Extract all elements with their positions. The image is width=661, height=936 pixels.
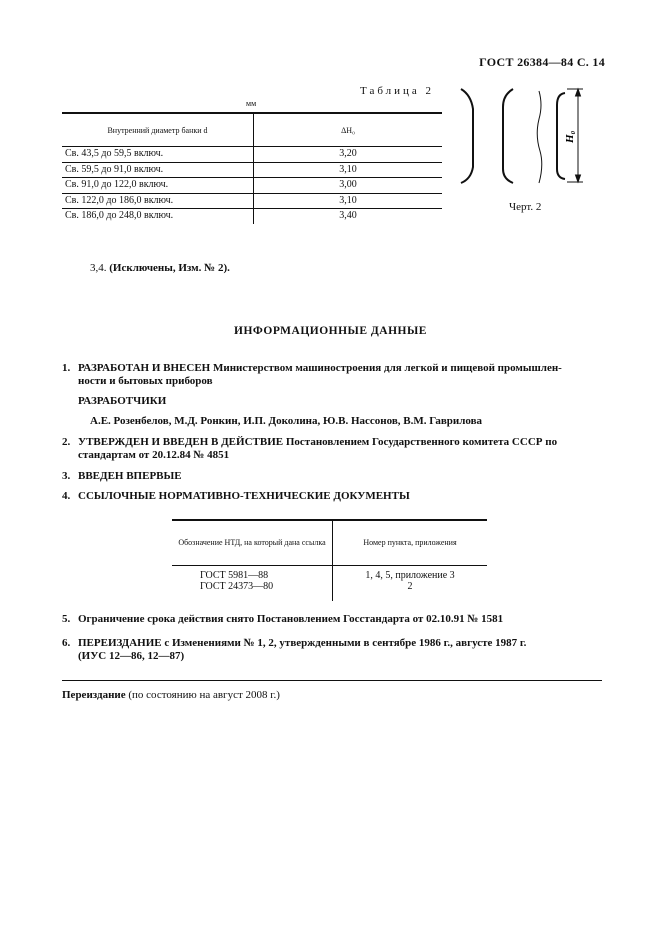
info-item-4 <box>62 490 600 503</box>
reissue-note <box>62 689 280 701</box>
ntd-col-ref-header: Номер пункта, приложения <box>333 520 488 566</box>
info-item-3 <box>62 470 600 483</box>
item-text: Министерством машиностроения для легкой и пищевой промышлен- <box>212 362 562 374</box>
range-cell: Св. 43,5 до 59,5 включ. <box>62 147 254 163</box>
value-cell: 3,20 <box>254 147 443 163</box>
item-text: ССЫЛОЧНЫЕ НОРМАТИВНО-ТЕХНИЧЕСКИЕ ДОКУМЕНТЫ <box>78 490 410 502</box>
reissue-label: Переиздание <box>62 689 126 701</box>
developers-list: А.Е. Розенбелов, М.Д. Ронкин, И.П. Доколина, Ю.В. Нассонов, В.М. Гаврилова <box>90 415 483 427</box>
table-row <box>62 178 442 194</box>
value-cell: 3,40 <box>339 210 357 222</box>
table-2-col-diameter-header: Внутренний диаметр банки d <box>62 113 254 147</box>
paragraph-3-4 <box>90 262 230 274</box>
doc-ref: ГОСТ 5981—88 <box>200 570 269 581</box>
table-row <box>62 162 442 178</box>
info-item-5 <box>62 613 600 626</box>
ref-cell <box>333 566 488 602</box>
info-item-6 <box>62 637 600 663</box>
doc-cell <box>172 566 333 602</box>
table-2 <box>62 112 442 224</box>
item-text: Ограничение срока действия снято Постановлением Госстандарта от 02.10.91 № 1581 <box>78 613 504 625</box>
can-body-edge <box>503 89 513 183</box>
info-section-title: ИНФОРМАЦИОННЫЕ ДАННЫЕ <box>234 325 427 337</box>
table-row <box>62 147 442 163</box>
ref-value: 1, 4, 5, приложение 3 <box>365 570 455 581</box>
item-number: 1. <box>62 362 71 374</box>
item-text: УТВЕРЖДЕН И ВВЕДЕН В ДЕЙСТВИЕ Постановлением Государственного комитета СССР по <box>78 436 558 448</box>
paragraph-text: (Исключены, Изм. № 2). <box>109 262 230 274</box>
break-line <box>537 91 542 183</box>
can-left-wall <box>461 89 473 183</box>
value-cell: 3,10 <box>254 193 443 209</box>
item-number: 4. <box>62 490 71 502</box>
info-item-1 <box>62 362 600 428</box>
item-number: 3. <box>62 470 71 482</box>
document-header: ГОСТ 26384—84 С. 14 <box>479 55 605 69</box>
divider <box>62 680 602 681</box>
table-2-col-delta-header: ΔH₀ <box>254 113 443 147</box>
item-number: 5. <box>62 613 71 625</box>
range-cell: Св. 59,5 до 91,0 включ. <box>62 162 254 178</box>
info-item-2 <box>62 436 600 462</box>
referenced-docs-table <box>172 519 487 601</box>
range-cell: Св. 122,0 до 186,0 включ. <box>62 193 254 209</box>
table-row <box>172 566 487 602</box>
table-2-caption: Таблица 2 <box>360 85 435 97</box>
doc-ref: ГОСТ 24373—80 <box>200 581 274 592</box>
table-2-units: мм <box>246 99 257 108</box>
paragraph-number: 3,4. <box>90 262 107 274</box>
item-number: 6. <box>62 637 71 649</box>
can-height-drawing <box>455 85 605 195</box>
ref-value: 2 <box>407 581 413 592</box>
item-text-cont: ности и бытовых приборов <box>78 375 213 387</box>
item-text: ПЕРЕИЗДАНИЕ с Изменениями № 1, 2, утвержденными в сентябре 1986 г., августе 1987 г. <box>78 637 527 649</box>
value-cell: 3,10 <box>254 162 443 178</box>
item-lead: РАЗРАБОТАН И ВНЕСЕН <box>78 362 211 374</box>
reissue-text: (по состоянию на август 2008 г.) <box>128 689 280 701</box>
ntd-col-doc-header: Обозначение НТД, на который дана ссылка <box>172 520 333 566</box>
item-text-cont: стандартам от 20.12.84 № 4851 <box>78 449 230 461</box>
range-cell: Св. 186,0 до 248,0 включ. <box>62 209 254 224</box>
table-row <box>62 209 442 224</box>
figure-caption: Черт. 2 <box>509 201 542 213</box>
item-text-cont: (ИУС 12—86, 12—87) <box>78 650 185 662</box>
developers-label: РАЗРАБОТЧИКИ <box>78 395 167 407</box>
range-cell: Св. 91,0 до 122,0 включ. <box>62 178 254 194</box>
item-text: ВВЕДЕН ВПЕРВЫЕ <box>78 470 182 482</box>
item-number: 2. <box>62 436 71 448</box>
dimension-label: H₀ <box>564 130 576 143</box>
table-row <box>62 193 442 209</box>
value-cell: 3,00 <box>254 178 443 194</box>
